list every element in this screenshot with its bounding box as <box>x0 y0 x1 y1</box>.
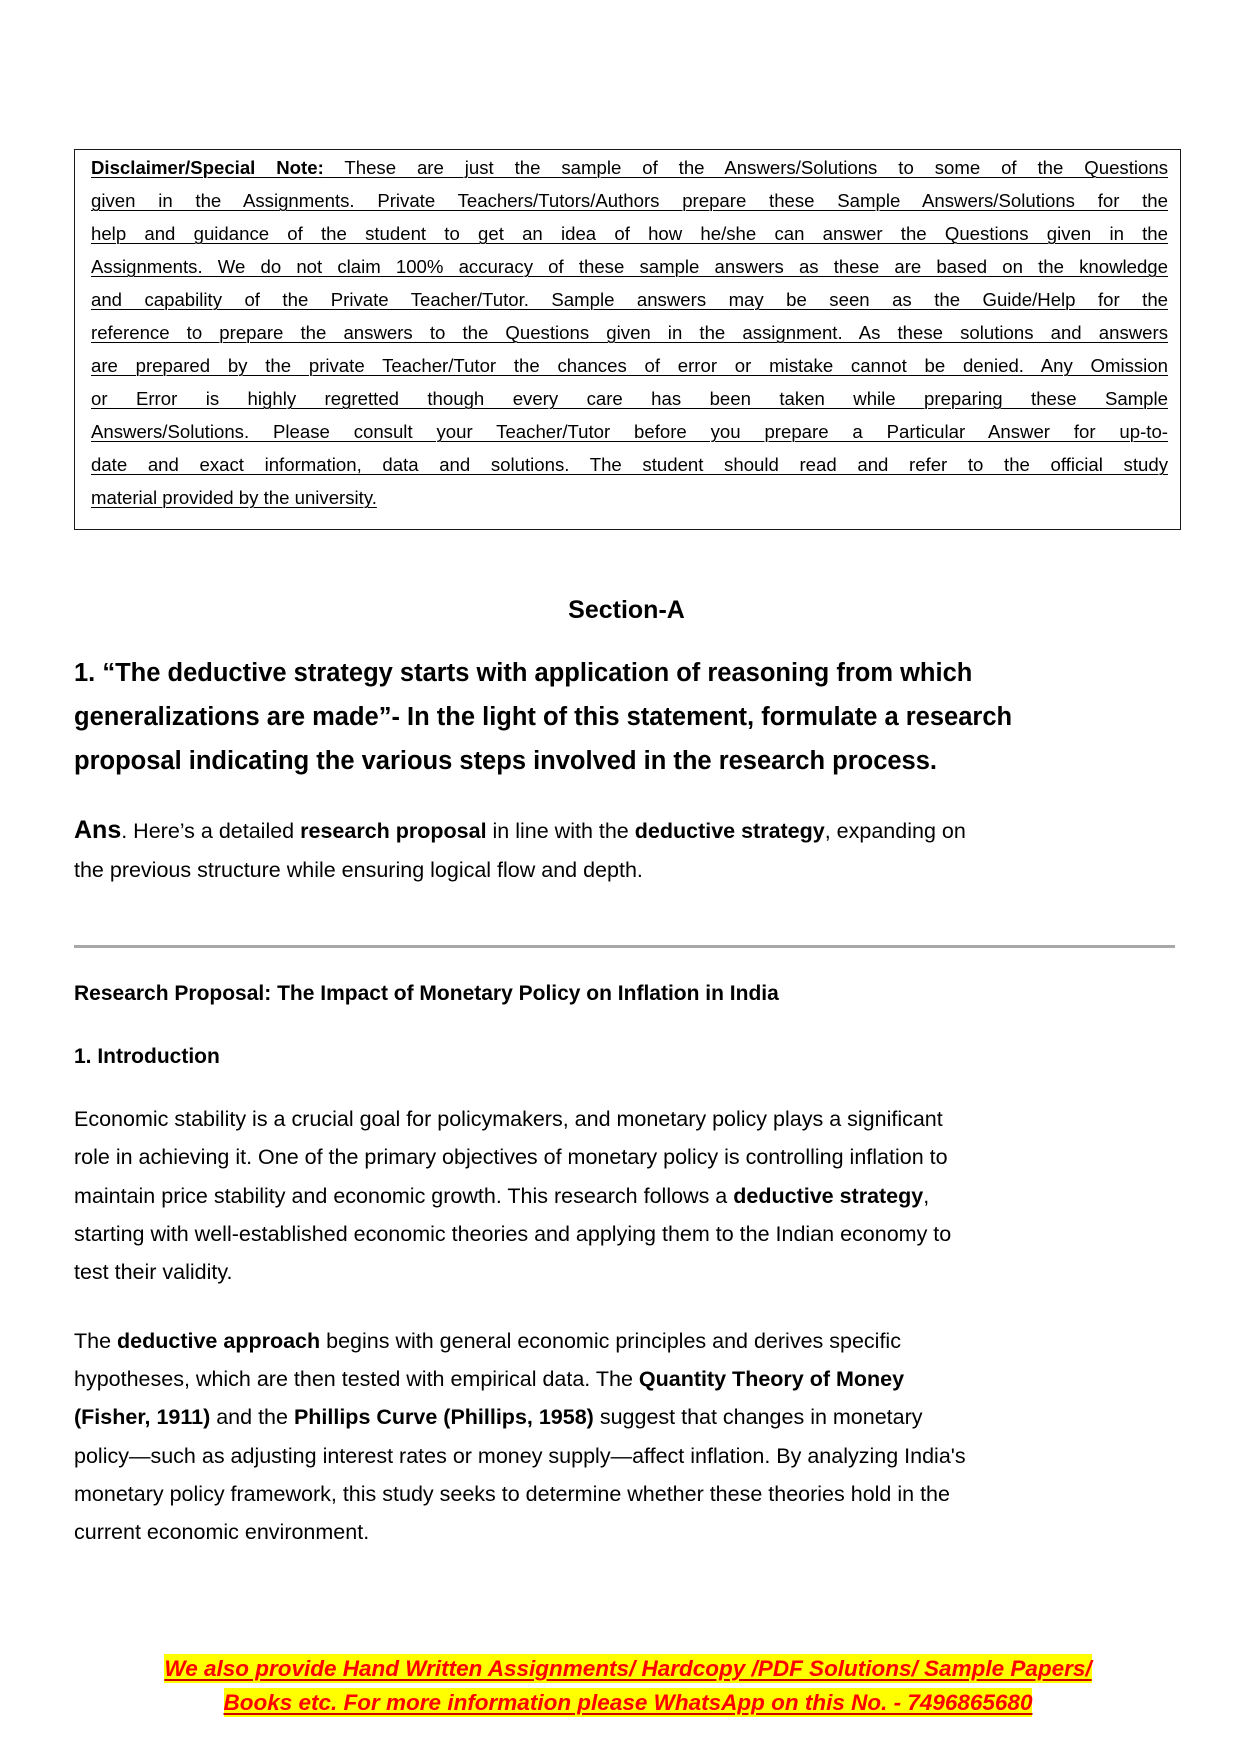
horizontal-divider <box>74 945 1175 948</box>
disclaimer-line: Assignments. We do not claim 100% accuracy of these sample answers as these are based on the knowledge <box>91 256 1168 277</box>
disclaimer-line: help and guidance of the student to get an idea of how he/she can answer the Questions given in the <box>91 223 1168 244</box>
disclaimer-box <box>74 149 1181 530</box>
disclaimer-line: reference to prepare the answers to the Questions given in the assignment. As these solutions and answers <box>91 322 1168 343</box>
disclaimer-line: or Error is highly regretted though every care has been taken while preparing these Sample <box>91 388 1168 409</box>
footer-promo-line: Books etc. For more information please WhatsApp on this No. - 7496865680 <box>223 1690 1033 1715</box>
disclaimer-line: are prepared by the private Teacher/Tutor the chances of error or mistake cannot be denied. Any Omission <box>91 355 1168 376</box>
paragraph-line: current economic environment. <box>74 1520 370 1544</box>
paragraph-line: starting with well-established economic theories and applying them to the Indian economy to <box>74 1222 952 1246</box>
question-line: 1. “The deductive strategy starts with application of reasoning from which <box>74 659 973 687</box>
disclaimer-line: date and exact information, data and solutions. The student should read and refer to the official study <box>91 454 1168 475</box>
answer-intro-line: the previous structure while ensuring logical flow and depth. <box>74 858 643 882</box>
paragraph-line: policy—such as adjusting interest rates or money supply—affect inflation. By analyzing India's <box>74 1444 966 1468</box>
proposal-title: Research Proposal: The Impact of Monetary Policy on Inflation in India <box>74 982 779 1005</box>
question-line: proposal indicating the various steps involved in the research process. <box>74 747 938 775</box>
footer-promo-line: We also provide Hand Written Assignments/ Hardcopy /PDF Solutions/ Sample Papers/ <box>164 1656 1092 1681</box>
paragraph-line: The deductive approach begins with general economic principles and derives specific <box>74 1329 901 1353</box>
paragraph-line: role in achieving it. One of the primary objectives of monetary policy is controlling inflation to <box>74 1145 948 1169</box>
paragraph-line: Economic stability is a crucial goal for policymakers, and monetary policy plays a significant <box>74 1107 943 1131</box>
answer-intro-line: Ans. Here’s a detailed research proposal in line with the deductive strategy, expanding on <box>74 816 966 844</box>
question-line: generalizations are made”- In the light of this statement, formulate a research <box>74 703 1013 731</box>
disclaimer-label: Disclaimer/Special Note: <box>91 157 324 178</box>
disclaimer-line: and capability of the Private Teacher/Tutor. Sample answers may be seen as the Guide/Help for the <box>91 289 1168 310</box>
section-title: Section-A <box>568 596 685 624</box>
disclaimer-line: Disclaimer/Special Note: These are just the sample of the Answers/Solutions to some of the Questions <box>91 157 1168 178</box>
introduction-heading: 1. Introduction <box>74 1045 220 1068</box>
paragraph-line: maintain price stability and economic growth. This research follows a deductive strategy, <box>74 1184 930 1208</box>
disclaimer-line: material provided by the university. <box>91 487 377 508</box>
paragraph-line: hypotheses, which are then tested with empirical data. The Quantity Theory of Money <box>74 1367 905 1391</box>
disclaimer-line: Answers/Solutions. Please consult your Teacher/Tutor before you prepare a Particular Answer for up-to- <box>91 421 1168 442</box>
paragraph-line: monetary policy framework, this study seeks to determine whether these theories hold in the <box>74 1482 950 1506</box>
paragraph-line: test their validity. <box>74 1260 233 1284</box>
disclaimer-line: given in the Assignments. Private Teachers/Tutors/Authors prepare these Sample Answers/Solutions for the <box>91 190 1168 211</box>
paragraph-line: (Fisher, 1911) and the Phillips Curve (Phillips, 1958) suggest that changes in monetary <box>74 1405 923 1429</box>
answer-label: Ans <box>74 816 122 844</box>
